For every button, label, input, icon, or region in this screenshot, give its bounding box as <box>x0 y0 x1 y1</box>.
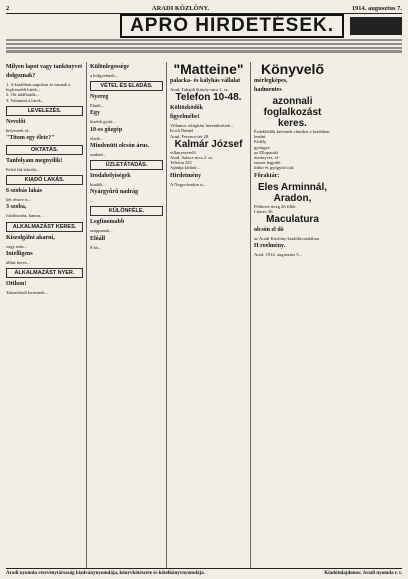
c1-ad-heading: Tanfolyam megnyílik! <box>6 158 63 165</box>
c3-ad-text: Arad, Salacz-utca 2. sz. <box>170 155 214 161</box>
c1-ad-heading: dolgoznak? <box>6 73 36 79</box>
footer-left: Aradi nyomda részvénytársaság kiadványnyomdája, könyvkötészete és kötelkönyvnyomdája. <box>6 570 205 576</box>
c4-ad-text: Literes 36 <box>254 208 273 214</box>
c4-ad-text: ismert legjobb <box>254 160 281 166</box>
c3-display-text: Kalmár József <box>174 138 243 150</box>
c2-ad-heading: Elóáll <box>90 235 106 242</box>
c1-section-heading: KIADÓ LAKÁS. <box>6 175 83 185</box>
c2-ad-text: kisebb gyári... <box>90 119 117 125</box>
c2-ad-heading: Nyereg <box>90 94 109 101</box>
c3-ad-text: A Nagyváradon is... <box>170 181 207 187</box>
intro-line-1 <box>6 39 402 41</box>
intro-line-4 <box>6 50 402 52</box>
c1-ad-heading: Nevelőt <box>6 118 26 125</box>
c1-section-heading: ALKALMAZÁST KERES. <box>6 222 83 232</box>
c2-ad-heading: Mindenütt olcsón árus. <box>90 142 150 149</box>
column-3 <box>170 62 251 568</box>
c3-ad-heading: palacka- és kályhás vállalat <box>170 78 241 84</box>
c4-large-headline: Könyvelő <box>260 62 324 77</box>
c2-ad-text: kiadók... <box>90 182 106 188</box>
c2-ad-heading: Nyárgyűrű nadrág <box>90 189 139 196</box>
paper-name: ARADI KÖZLÖNY. <box>151 4 210 12</box>
c3-ad-text: Arad, Tabajdi Károly-utca 1. sz. <box>170 87 229 92</box>
c2-section-heading: ÜZLETÁTADÁS. <box>90 160 163 170</box>
c4-ad-heading: H roelmény. <box>254 243 286 250</box>
c4-display-text: azonnali foglalkozást keres. <box>263 96 322 129</box>
c1-ad-heading: 6 szobás lakás <box>6 188 43 195</box>
c4-ad-text: Érdeklődők kéretnek címüket a kiadóban leadni. <box>254 129 330 140</box>
c2-ad-heading: Legfinomabb <box>90 219 125 226</box>
intro-line-3 <box>6 47 402 49</box>
c1-ad-text: 1. A kiadóban napokon át vannak a legfrissebb hírek... <box>6 82 71 93</box>
c1-ad-heading: Kiszolgálni akarni, <box>6 234 55 241</box>
c1-ad-text: fürdőszoba, kamra... <box>6 213 44 219</box>
section-title <box>120 14 344 38</box>
section-title-text: APRÓ HIRDETÉSEK. <box>130 15 334 36</box>
c1-ad-text: két részre is... <box>6 197 32 203</box>
c2-ad-text: ... <box>90 198 94 204</box>
c3-ad-text: Ajánlja kitűnő... <box>170 165 200 171</box>
c4-ad-text: Erdély <box>254 139 267 145</box>
c4-display-text: Aradon, <box>273 192 312 204</box>
issue-date: 1914. augusztus 7. <box>351 4 402 12</box>
c4-ad-text: gyöngye <box>254 144 270 150</box>
c2-ad-heading: Egy <box>90 110 101 117</box>
c1-ad-heading: Intelligens <box>6 250 33 257</box>
column-4 <box>254 62 331 568</box>
c4-ad-text: ásványvíz, el- <box>254 155 280 161</box>
c3-ad-text: Villamos világítási berendezések... <box>170 123 234 129</box>
c1-ad-text: Takarítónőt keresnek... <box>6 290 49 296</box>
intro-line-2 <box>6 43 402 45</box>
c3-large-headline: "Matteine" <box>173 62 244 77</box>
intro-block <box>6 39 402 59</box>
page-topline <box>6 3 402 13</box>
c1-ad-text: 2. Ott találhatók... <box>6 92 40 98</box>
c4-ad-text: ilditó és gyógyító ital. <box>254 165 295 171</box>
c2-ad-text: szabad... <box>90 151 106 157</box>
ad-columns <box>6 62 402 568</box>
c3-ad-text: Koch Dániel <box>170 128 194 134</box>
c3-display-text: Telefon 10-48. <box>175 92 242 104</box>
c1-section-heading: ALKALMAZÁST NYER. <box>6 268 83 278</box>
c4-ad-heading: Főraktár: <box>254 172 280 179</box>
c2-section-heading: KÜLÖNFÉLE. <box>90 206 163 216</box>
c3-ad-text: Telefon 341 <box>170 160 193 166</box>
c3-ad-heading: Költözködők <box>170 105 204 112</box>
c2-ad-heading: 10-es gőzgép <box>90 126 123 133</box>
column-2 <box>90 62 167 568</box>
c3-ad-text: villanyszerelő <box>170 149 196 155</box>
c4-ad-heading: mérlegképes, <box>254 78 288 84</box>
c1-ad-heading: "Titom egy élete?" <box>6 135 55 142</box>
c4-ad-heading: olcsón el dó <box>254 227 284 234</box>
right-price-box <box>350 17 402 35</box>
page-number: 2 <box>6 4 10 12</box>
c4-ad-text: az Aradi Közlöny kiadóhivatalában <box>254 236 319 242</box>
c1-ad-heading: Otthon! <box>6 281 27 288</box>
masthead-banner <box>6 15 402 37</box>
c2-ad-text: a hölgyeknek... <box>90 73 119 78</box>
c1-ad-text: helyeztek el... <box>6 127 32 133</box>
column-1 <box>6 62 87 568</box>
c4-ad-text: Féliteres üveg 26 fillér. <box>254 203 297 209</box>
c1-ad-text: állást keres... <box>6 259 30 265</box>
left-note <box>6 16 114 36</box>
c2-ad-text: Eladó... <box>90 103 105 109</box>
c4-ad-heading: hadmentes <box>254 87 282 93</box>
c2-ad-text: eladó... <box>90 135 104 141</box>
c2-ad-text: szappanok... <box>90 228 113 234</box>
c4-display-text: Maculatura <box>266 214 319 226</box>
c4-ad-text: Arad, 1914. augusztus 5... <box>254 252 302 258</box>
footer-right: Kiadótulajdonos: Aradi nyomda r. t. <box>324 570 402 576</box>
c1-section-heading: LEVELEZÉS. <box>6 106 83 116</box>
c2-section-heading: VÉTEL ÉS ELADÁS. <box>90 81 163 91</box>
c3-ad-heading: figyelmébe! <box>170 114 200 121</box>
c1-ad-heading: Milyen lapot vagy tankönyvet <box>6 64 83 70</box>
page-footer <box>6 568 402 577</box>
c2-ad-heading: Irodahelyiségek <box>90 173 131 180</box>
c2-ad-heading: Különlegessége <box>90 64 129 70</box>
c4-ad-text: az Ellopatakí <box>254 149 279 155</box>
c1-ad-text: 3. Valamint a hírek... <box>6 97 45 103</box>
c1-ad-heading: 3 szoba, <box>6 204 27 211</box>
c1-section-heading: OKTATÁS. <box>6 145 83 155</box>
c1-ad-text: vagy más... <box>6 243 27 249</box>
c3-ad-heading: Hirdetmény <box>170 172 201 179</box>
c4-display-text: Eles Arminnál, <box>257 181 328 193</box>
c1-ad-text: Felső fiú-iskolát... <box>6 167 40 173</box>
c2-ad-text: 8 hó... <box>90 244 102 250</box>
c3-ad-text: Arad, Ferencz-tér 28. <box>170 133 210 139</box>
